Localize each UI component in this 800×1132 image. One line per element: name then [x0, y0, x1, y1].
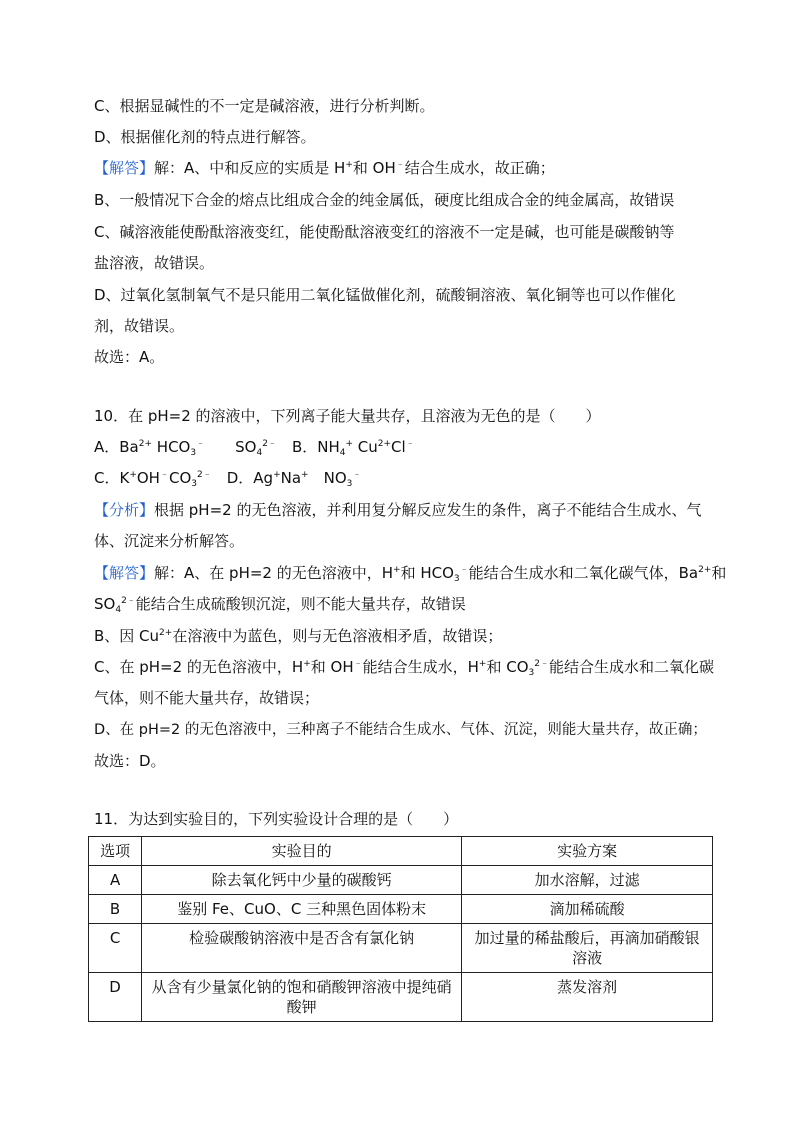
table-header: 实验目的 — [142, 837, 462, 866]
table-cell: C — [89, 924, 142, 973]
table-cell: D — [89, 973, 142, 1022]
table-row — [89, 973, 713, 1022]
answer-tag: 【解答】 — [94, 564, 155, 582]
answer-choice: 故选：D。 — [94, 752, 166, 770]
analysis-tag: 【分析】 — [94, 501, 155, 519]
table-cell: B — [89, 895, 142, 924]
answer-line: D、在 pH=2 的无色溶液中，三种离子不能结合生成水、气体、沉淀，则能大量共存，故正确； — [94, 722, 707, 738]
table-row — [89, 895, 713, 924]
text-line: C、碱溶液能使酚酞溶液变红，能使酚酞溶液变红的溶液不一定是碱，也可能是碳酸钠等 — [94, 223, 675, 241]
answer-line: 气体，则不能大量共存，故错误； — [94, 689, 320, 707]
table-cell: 检验碳酸钠溶液中是否含有氯化钠 — [142, 924, 462, 973]
table-header: 实验方案 — [462, 837, 713, 866]
table-cell: A — [89, 866, 142, 895]
table-cell: 除去氧化钙中少量的碳酸钙 — [142, 866, 462, 895]
table-row — [89, 924, 713, 973]
text-line: C、根据显碱性的不一定是碱溶液，进行分析判断。 — [94, 97, 435, 115]
table-cell: 从含有少量氯化钠的饱和硝酸钾溶液中提纯硝酸钾 — [142, 973, 462, 1022]
table-row — [89, 866, 713, 895]
answer-line: C、在 pH=2 的无色溶液中，H+和 OH﹣能结合生成水，H+和 $CO_3^{2﹣}$能结合生成水和二氧化碳 — [94, 658, 714, 678]
text-line: 故选：A。 — [94, 348, 165, 366]
text-line: D、根据催化剂的特点进行解答。 — [94, 128, 316, 146]
answer-tag: 【解答】 — [94, 159, 155, 177]
text-line: 【解答】解：A、中和反应的实质是 H+和 OH﹣结合生成水，故正确； — [94, 159, 555, 177]
question-10-options-cd: C．$K^+OH^﹣CO_3^{2﹣}$ D．Ag+Na+ $NO_3^﹣$ — [94, 469, 362, 489]
table-header-row — [89, 837, 713, 866]
text-line: 盐溶液，故错误。 — [94, 254, 215, 272]
table-cell: 蒸发溶剂 — [462, 973, 713, 1022]
analysis-line: 体、沉淀来分析解答。 — [94, 532, 245, 550]
text-line: B、一般情况下合金的熔点比组成合金的纯金属低，硬度比组成合金的纯金属高，故错误 — [94, 191, 675, 209]
experiment-table — [88, 836, 713, 1022]
text-line: D、过氧化氢制氧气不是只能用二氧化锰做催化剂，硫酸铜溶液、氧化铜等也可以作催化 — [94, 286, 676, 304]
table-cell: 滴加稀硫酸 — [462, 895, 713, 924]
answer-line: 【解答】解：A、在 pH=2 的无色溶液中，H+和 $HCO_3^﹣$能结合生成水和二氧化碳气体，$Ba^{2+}$和 — [94, 564, 727, 584]
table-cell: 加过量的稀盐酸后，再滴加硝酸银溶液 — [462, 924, 713, 973]
answer-line: B、因 $Cu^{2+}$在溶液中为蓝色，则与无色溶液相矛盾，故错误； — [94, 627, 503, 645]
analysis-line: 【分析】根据 pH=2 的无色溶液，并利用复分解反应发生的条件，离子不能结合生成水、气 — [94, 501, 702, 519]
table-header: 选项 — [89, 837, 142, 866]
table-cell: 鉴别 Fe、CuO、C 三种黑色固体粉末 — [142, 895, 462, 924]
text-line: 剂，故错误。 — [94, 317, 185, 335]
answer-line: $SO_4^{2﹣}$能结合生成硫酸钡沉淀，则不能大量共存，故错误 — [94, 595, 466, 615]
question-11-stem: 11．为达到实验目的，下列实验设计合理的是（ ） — [94, 810, 459, 828]
table-cell: 加水溶解，过滤 — [462, 866, 713, 895]
question-10-options-ab: A．$Ba^{2+}$ $HCO_3^﹣$ $SO_4^{2﹣}$ B．$NH_4^+$ $Cu^{2+}Cl^﹣$ — [94, 438, 415, 458]
question-10-stem: 10．在 pH=2 的溶液中，下列离子能大量共存，且溶液为无色的是（ ） — [94, 407, 601, 425]
